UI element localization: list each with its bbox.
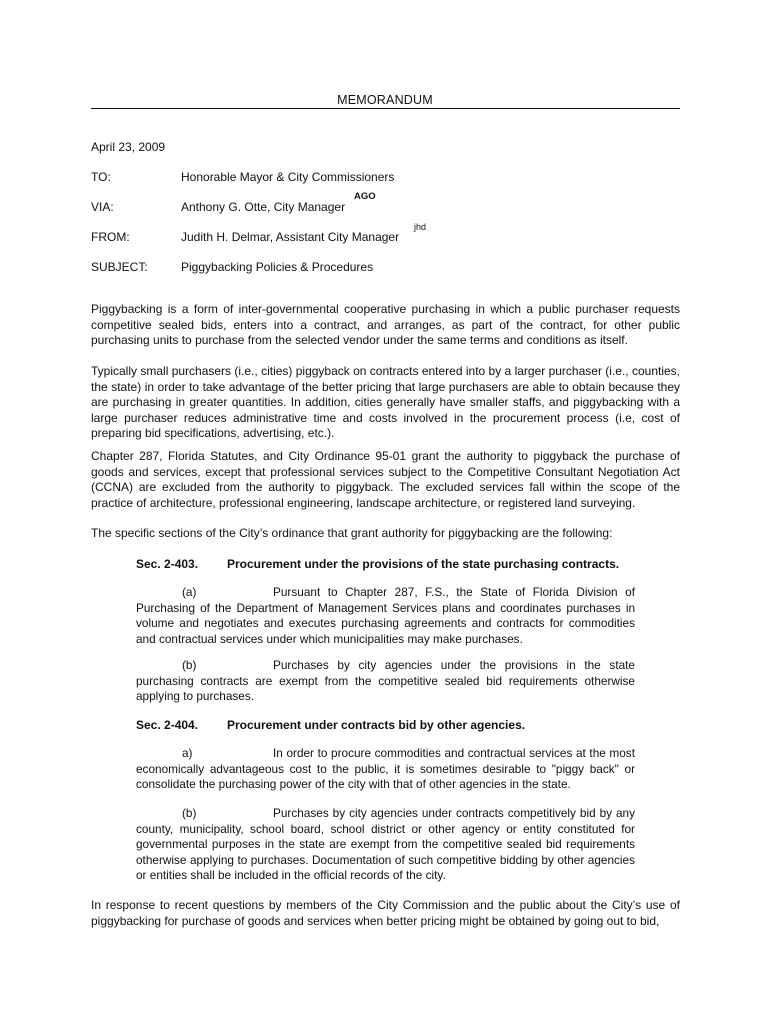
clause-label: (b) xyxy=(182,806,197,820)
section-title: Procurement under contracts bid by other agencies. xyxy=(227,718,526,732)
paragraph-purpose: Typically small purchasers (i.e., cities) piggyback on contracts entered into by a larger purchaser (i.e., counties, the state) in order to take advantage of the better pricing that large purchasers are able to obtain because they are purchasing in greater quantities. In addition, cities generally have smaller staffs, and piggybacking with a large purchaser reduces administrative time and costs involved in the procurement process (i.e, cost of preparing bid specifications, advertising, etc.). xyxy=(91,364,680,440)
subject-label: SUBJECT: xyxy=(91,260,148,274)
section-number: Sec. 2-403. xyxy=(136,557,199,571)
from-value: Judith H. Delmar, Assistant City Manager xyxy=(181,230,400,244)
clause-text: In order to procure commodities and contractual services at the most economically advantageous cost to the public, it is sometimes desirable to "piggy back" or consolidate the purchasing power of the city with that of other agencies in the state. xyxy=(136,746,635,791)
clause-text: Pursuant to Chapter 287, F.S., the State of Florida Division of Purchasing of the Department of Management Services plans and coordinates purchases in volume and negotiates and executes purchasing agreements and contracts for commodities and contractual services under which municipalities may make purchases. xyxy=(136,585,635,646)
clause-label: (a) xyxy=(182,585,197,599)
paragraph-response: In response to recent questions by members of the City Commission and the public about the City’s use of piggybacking for purchase of goods and services when better pricing might be obtained by going out to bid, xyxy=(91,898,680,928)
paragraph-ordinance-intro: The specific sections of the City’s ordinance that grant authority for piggybacking are the following: xyxy=(91,526,613,540)
section-title: Procurement under the provisions of the state purchasing contracts. xyxy=(227,557,620,571)
clause-label: a) xyxy=(182,746,193,760)
section-2-403-heading xyxy=(136,557,619,571)
memo-title: MEMORANDUM xyxy=(337,93,433,107)
title-underline xyxy=(91,108,680,109)
section-number: Sec. 2-404. xyxy=(136,718,199,732)
section-2-404-heading xyxy=(136,718,525,732)
to-label: TO: xyxy=(91,170,111,184)
subject-value: Piggybacking Policies & Procedures xyxy=(181,260,374,274)
section-2-404-b xyxy=(136,806,635,884)
memo-date: April 23, 2009 xyxy=(91,140,166,154)
via-value: Anthony G. Otte, City Manager xyxy=(181,200,346,214)
clause-label: (b) xyxy=(182,658,197,672)
section-2-404-a xyxy=(136,746,635,793)
clause-text: Purchases by city agencies under the provisions in the state purchasing contracts are exempt from the competitive sealed bid requirements otherwise applying to purchases. xyxy=(136,658,635,703)
via-initials: AGO xyxy=(354,191,376,202)
clause-text: Purchases by city agencies under contracts competitively bid by any county, municipality, school board, school district or other agency or entity constituted for governmental purposes in the state are exempt from the competitive sealed bid requirements otherwise applying to purchases. Documentation of such competitive bidding by other agencies or entities shall be included in the official records of the city. xyxy=(136,806,635,882)
from-initials: jhd xyxy=(414,222,427,232)
section-2-403-b xyxy=(136,658,635,705)
paragraph-definition: Piggybacking is a form of inter-governmental cooperative purchasing in which a public purchaser requests competitive sealed bids, enters into a contract, and arranges, as part of the contract, for other public purchasing units to purchase from the selected vendor under the same terms and conditions as itself. xyxy=(91,302,680,347)
to-value: Honorable Mayor & City Commissioners xyxy=(181,170,395,184)
via-label: VIA: xyxy=(91,200,114,214)
section-2-403-a xyxy=(136,585,635,647)
from-label: FROM: xyxy=(91,230,130,244)
paragraph-authority: Chapter 287, Florida Statutes, and City Ordinance 95-01 grant the authority to piggyback the purchase of goods and services, except that professional services subject to the Competitive Consultant Negotiation Act (CCNA) are excluded from the authority to piggyback. The excluded services fall within the scope of the practice of architecture, professional engineering, landscape architecture, or registered land surveying. xyxy=(91,449,680,510)
